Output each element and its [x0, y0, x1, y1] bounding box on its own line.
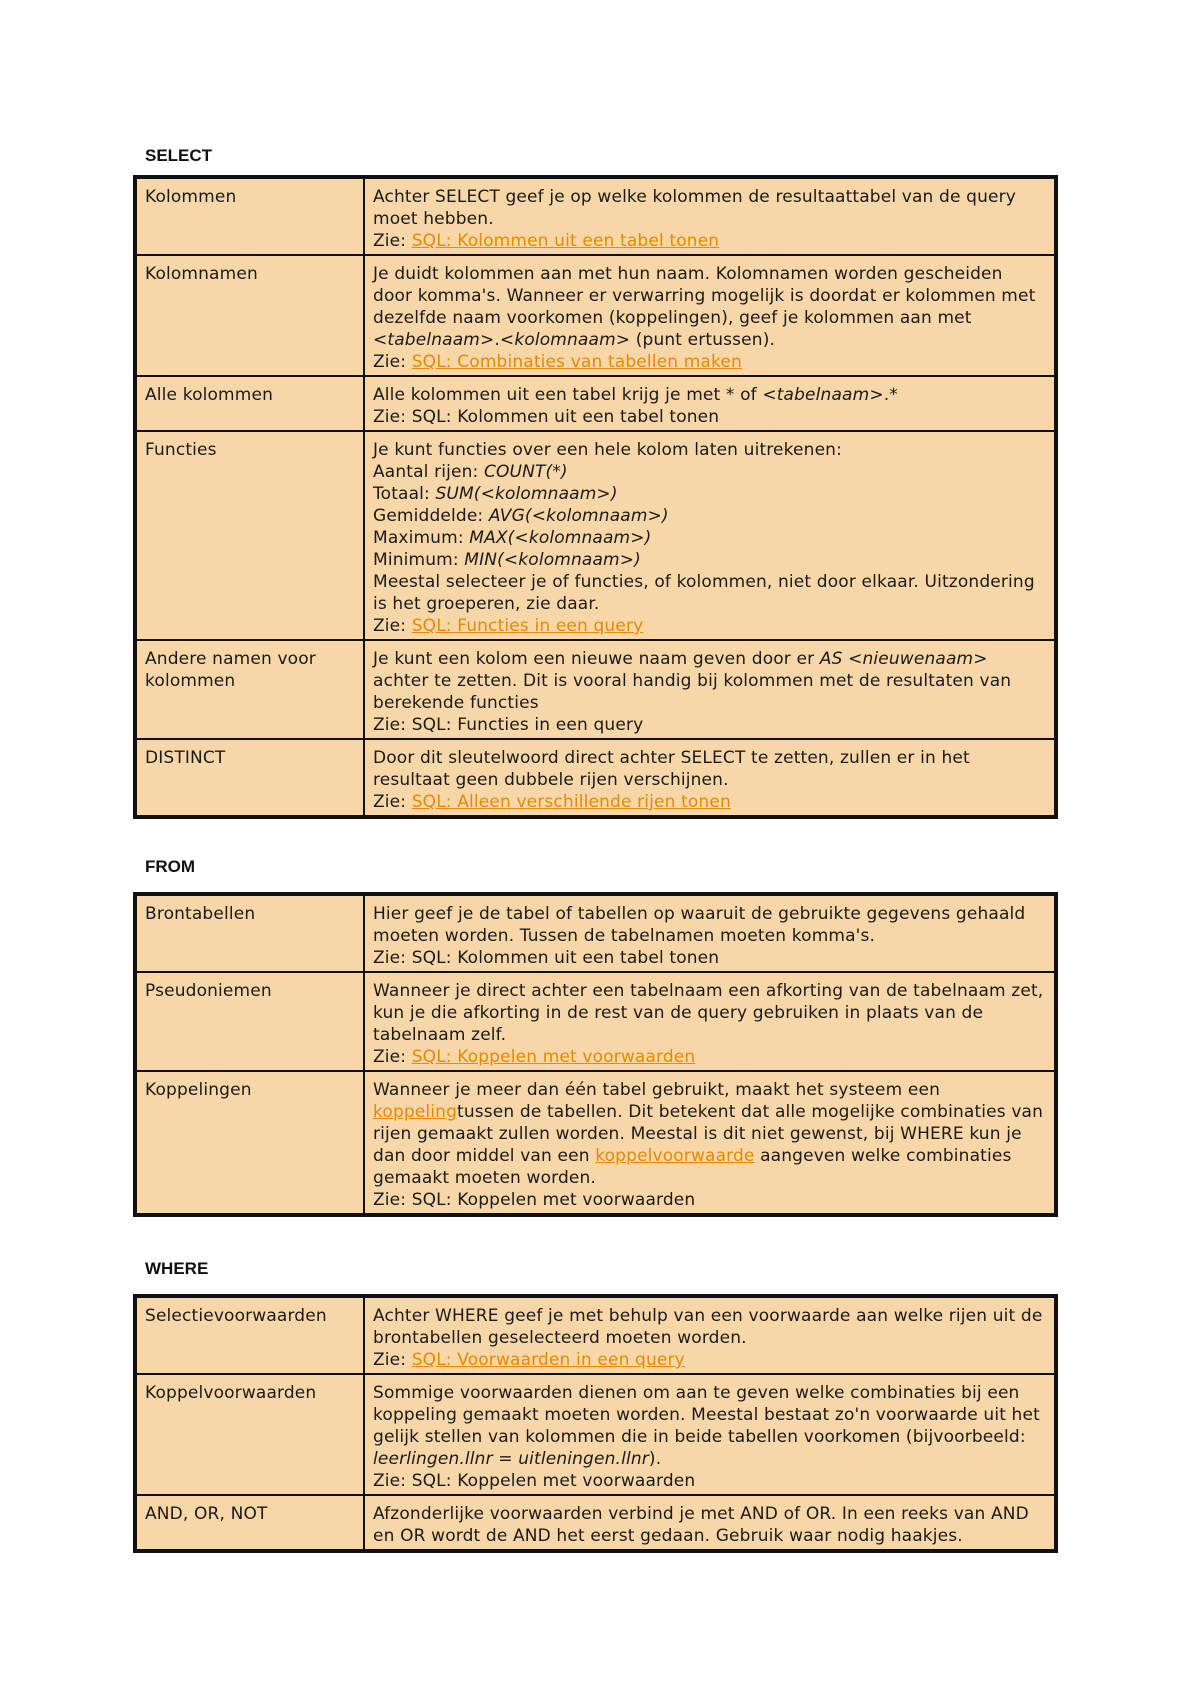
table-row	[136, 1071, 1055, 1214]
description-line	[373, 1305, 1046, 1349]
text: Zie:	[373, 616, 412, 636]
term-cell: Kolomnamen	[136, 255, 364, 376]
term-cell: Functies	[136, 431, 364, 640]
description-line	[373, 648, 1046, 714]
text: Zie:	[373, 1350, 412, 1370]
text: Zie:	[373, 231, 412, 251]
term-cell: Koppelvoorwaarden	[136, 1374, 364, 1495]
description-cell	[364, 255, 1055, 376]
text: Meestal selecteer je of functies, of kolommen, niet door elkaar. Uitzondering is het groeperen, zie daar.	[373, 572, 1035, 614]
text: achter te zetten. Dit is vooral handig bij kolommen met de resultaten van berekende functies	[373, 671, 1012, 713]
description-cell	[364, 972, 1055, 1071]
italic-text: COUNT(*)	[483, 462, 568, 482]
italic-text: MAX(<kolomnaam>)	[469, 528, 652, 548]
term-cell: Alle kolommen	[136, 376, 364, 431]
text: Afzonderlijke voorwaarden verbind je met AND of OR. In een reeks van AND en OR wordt de AND het eerst gedaan. Gebruik waar nodig haakjes.	[373, 1504, 1029, 1546]
text: > (punt ertussen).	[615, 330, 776, 350]
text: Door dit sleutelwoord direct achter SELECT te zetten, zullen er in het resultaat geen dubbele rijen verschijnen.	[373, 748, 970, 790]
table-row	[136, 178, 1055, 255]
text: Zie: SQL: Koppelen met voorwaarden	[373, 1190, 696, 1210]
italic-text: AVG(<kolomnaam>)	[488, 506, 669, 526]
description-line	[373, 549, 1046, 571]
reference-link[interactable]: SQL: Functies in een query	[411, 616, 644, 636]
select-table	[133, 175, 1058, 819]
section-title: FROM	[145, 857, 196, 876]
text: tussen de tabellen. Dit betekent dat alle mogelijke combinaties van rijen gemaakt zullen worden. Meestal is dit niet gewenst, bij WHERE kun je dan door middel van een	[373, 1102, 1044, 1166]
text: ).	[648, 1449, 662, 1469]
description-line	[373, 483, 1046, 505]
description-cell	[364, 640, 1055, 739]
term-cell: Andere namen voor kolommen	[136, 640, 364, 739]
table-row	[136, 640, 1055, 739]
text: Zie:	[373, 1047, 412, 1067]
description-line	[373, 1470, 1046, 1492]
text: Wanneer je direct achter een tabelnaam een afkorting van de tabelnaam zet, kun je die afkorting in de rest van de query gebruiken in plaats van de tabelnaam zelf.	[373, 981, 1044, 1045]
description-cell	[364, 178, 1055, 255]
italic-text: kolomnaam	[514, 330, 616, 350]
term-cell: DISTINCT	[136, 739, 364, 816]
description-cell	[364, 1071, 1055, 1214]
description-line	[373, 571, 1046, 615]
term-cell: Brontabellen	[136, 895, 364, 972]
description-line	[373, 947, 1046, 969]
table-row	[136, 895, 1055, 972]
text: >.*	[869, 385, 898, 405]
description-line	[373, 615, 1046, 637]
text: Je kunt functies over een hele kolom laten uitrekenen:	[373, 440, 842, 460]
table-row	[136, 255, 1055, 376]
section-title: SELECT	[145, 146, 213, 165]
description-line	[373, 406, 1046, 428]
description-cell	[364, 1374, 1055, 1495]
reference-link[interactable]: SQL: Combinaties van tabellen maken	[411, 352, 742, 372]
description-line	[373, 1079, 1046, 1189]
section-select	[133, 146, 1058, 819]
description-line	[373, 747, 1046, 791]
table-row	[136, 1374, 1055, 1495]
description-cell	[364, 376, 1055, 431]
text: Wanneer je meer dan één tabel gebruikt, maakt het systeem een	[373, 1080, 941, 1100]
italic-text: tabelnaam	[387, 330, 480, 350]
description-line	[373, 1046, 1046, 1068]
text: Aantal rijen:	[373, 462, 484, 482]
description-line	[373, 714, 1046, 736]
table-row	[136, 972, 1055, 1071]
text: Minimum:	[373, 550, 465, 570]
text: Je duidt kolommen aan met hun naam. Kolomnamen worden gescheiden door komma's. Wanneer er verwarring mogelijk is doordat er kolommen met dezelfde naam voorkomen (koppelingen), geef je kolommen aan met <	[373, 264, 1036, 350]
reference-link[interactable]: SQL: Alleen verschillende rijen tonen	[411, 792, 731, 812]
text: Achter SELECT geef je op welke kolommen de resultaattabel van de query moet hebben.	[373, 187, 1016, 229]
description-line	[373, 505, 1046, 527]
reference-link[interactable]: koppelvoorwaarde	[595, 1146, 755, 1166]
italic-text: leerlingen.llnr = uitleningen.llnr	[373, 1449, 649, 1469]
description-cell	[364, 739, 1055, 816]
section-title: WHERE	[145, 1259, 209, 1278]
text: Zie: SQL: Functies in een query	[373, 715, 644, 735]
text: Zie: SQL: Koppelen met voorwaarden	[373, 1471, 696, 1491]
description-cell	[364, 1297, 1055, 1374]
where-table	[133, 1294, 1058, 1553]
term-cell: Koppelingen	[136, 1071, 364, 1214]
description-line	[373, 461, 1046, 483]
italic-text: MIN(<kolomnaam>)	[464, 550, 641, 570]
text: Alle kolommen uit een tabel krijg je met * of <	[373, 385, 777, 405]
description-line	[373, 230, 1046, 252]
table-row	[136, 739, 1055, 816]
text: Achter WHERE geef je met behulp van een voorwaarde aan welke rijen uit de brontabellen geselecteerd moeten worden.	[373, 1306, 1043, 1348]
description-line	[373, 1349, 1046, 1371]
text: >.<	[479, 330, 515, 350]
reference-link[interactable]: SQL: Koppelen met voorwaarden	[411, 1047, 696, 1067]
reference-link[interactable]: koppeling	[373, 1102, 458, 1122]
description-line	[373, 1503, 1046, 1547]
italic-text: tabelnaam	[776, 385, 870, 405]
description-line	[373, 263, 1046, 351]
text: aangeven welke combinaties gemaakt moeten worden.	[373, 1146, 1012, 1188]
description-line	[373, 186, 1046, 230]
text: Totaal:	[373, 484, 436, 504]
text: Sommige voorwaarden dienen om aan te geven welke combinaties bij een koppeling gemaakt moeten worden. Meestal bestaat zo'n voorwaarde uit het gelijk stellen van kolommen die in beide tabellen voorkomen (bijvoorbeeld:	[373, 1383, 1040, 1447]
italic-text: AS <nieuwenaam>	[819, 649, 988, 669]
description-line	[373, 1382, 1046, 1470]
section-from	[133, 857, 1058, 1217]
description-line	[373, 791, 1046, 813]
description-line	[373, 527, 1046, 549]
term-cell: AND, OR, NOT	[136, 1495, 364, 1550]
reference-link[interactable]: SQL: Kolommen uit een tabel tonen	[411, 231, 720, 251]
term-cell: Selectievoorwaarden	[136, 1297, 364, 1374]
text: Zie:	[373, 792, 412, 812]
reference-link[interactable]: SQL: Voorwaarden in een query	[411, 1350, 685, 1370]
description-cell	[364, 431, 1055, 640]
from-table	[133, 892, 1058, 1217]
text: Je kunt een kolom een nieuwe naam geven door er	[373, 649, 820, 669]
text: Zie: SQL: Kolommen uit een tabel tonen	[373, 407, 720, 427]
description-line	[373, 351, 1046, 373]
text: Zie:	[373, 352, 412, 372]
table-row	[136, 1495, 1055, 1550]
table-row	[136, 376, 1055, 431]
italic-text: SUM(<kolomnaam>)	[435, 484, 618, 504]
term-cell: Kolommen	[136, 178, 364, 255]
term-cell: Pseudoniemen	[136, 972, 364, 1071]
text: Maximum:	[373, 528, 470, 548]
description-line	[373, 384, 1046, 406]
description-line	[373, 1189, 1046, 1211]
description-cell	[364, 1495, 1055, 1550]
text: Zie: SQL: Kolommen uit een tabel tonen	[373, 948, 720, 968]
text: Gemiddelde:	[373, 506, 489, 526]
description-line	[373, 980, 1046, 1046]
description-line	[373, 439, 1046, 461]
text: Hier geef je de tabel of tabellen op waaruit de gebruikte gegevens gehaald moeten worden. Tussen de tabelnamen moeten komma's.	[373, 904, 1026, 946]
section-where	[133, 1259, 1058, 1553]
table-row	[136, 1297, 1055, 1374]
table-row	[136, 431, 1055, 640]
description-line	[373, 903, 1046, 947]
description-cell	[364, 895, 1055, 972]
